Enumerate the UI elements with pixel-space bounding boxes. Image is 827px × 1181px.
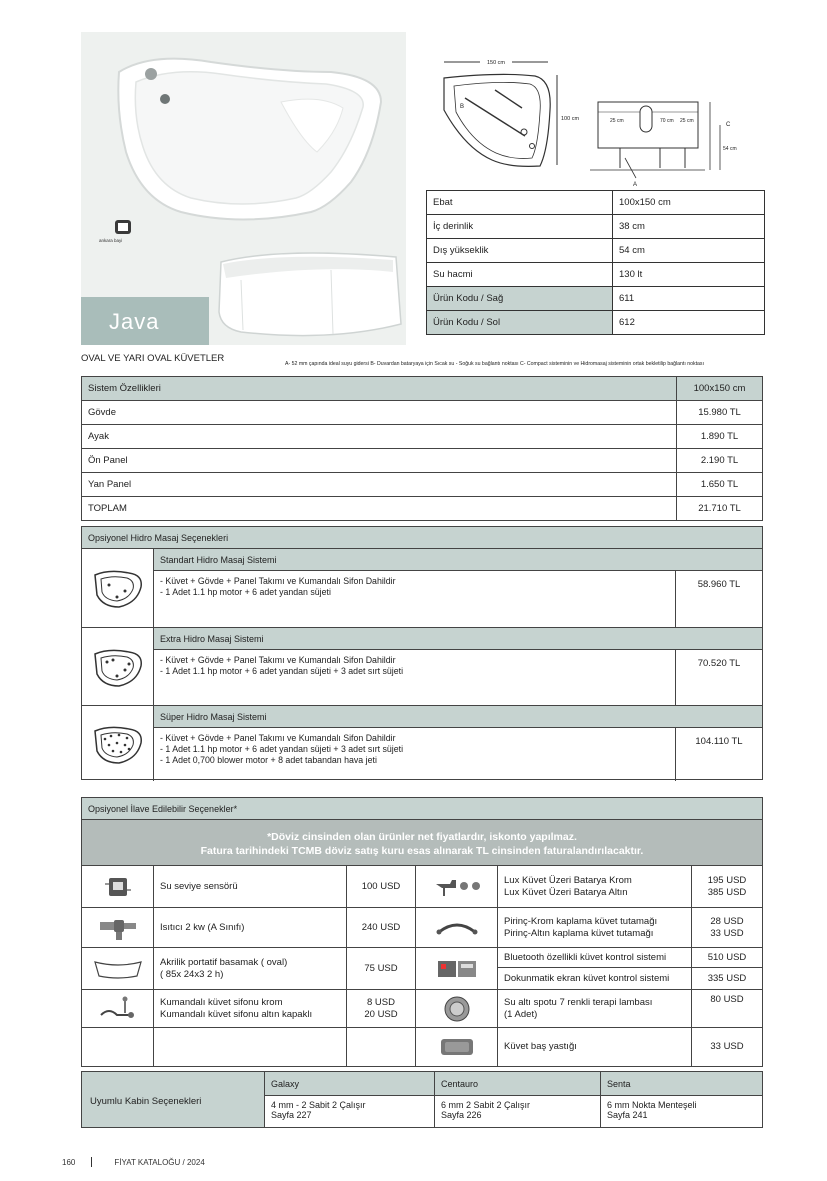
- cabin-label: Uyumlu Kabin Seçenekleri: [82, 1072, 265, 1127]
- acc-price-group: [692, 908, 762, 948]
- acc-label: Küvet baş yastığı: [498, 1028, 692, 1066]
- level-sensor-image: [82, 866, 154, 908]
- cabin-senta: [601, 1072, 762, 1127]
- heater-image: [82, 908, 154, 948]
- cabin-centauro: [435, 1072, 601, 1127]
- cabin-options: [81, 1071, 763, 1128]
- spec-row: [427, 239, 765, 263]
- desc-line: - Küvet + Gövde + Panel Takımı ve Kumandalı Sifon Dahildir: [160, 576, 396, 586]
- acc-price: 510 USD: [692, 948, 762, 968]
- mark-b: B: [460, 104, 465, 110]
- spec-value: 611: [613, 287, 765, 311]
- page-number: 160: [62, 1158, 76, 1167]
- product-name-box: [81, 297, 209, 345]
- acc-price: 33 USD: [710, 1041, 744, 1052]
- hydro-super-price: 104.110 TL: [695, 736, 743, 747]
- side-label-4: 54 cm: [723, 146, 737, 152]
- spec-value: 54 cm: [613, 239, 765, 263]
- acc-price: 100 USD: [347, 866, 416, 908]
- acc-label: (1 Adet): [504, 1008, 538, 1020]
- acc-price-group: [347, 990, 416, 1028]
- hydro-super-image: [82, 706, 154, 781]
- spec-value: 612: [613, 311, 765, 335]
- hydro-extra-price: 70.520 TL: [697, 658, 741, 669]
- acc-price: 195 USD: [707, 874, 747, 886]
- row-price: 1.890 TL: [677, 425, 763, 449]
- system-header-size: 100x150 cm: [677, 377, 763, 401]
- spec-label: Ürün Kodu / Sağ: [427, 287, 613, 311]
- row-price: 21.710 TL: [677, 497, 763, 521]
- hydro-super-title: Süper Hidro Masaj Sistemi: [154, 706, 762, 728]
- empty-cell: [347, 1028, 416, 1066]
- row-label: TOPLAM: [82, 497, 677, 521]
- system-header-label: Sistem Özellikleri: [82, 377, 677, 401]
- acc-label-group: [154, 948, 347, 990]
- note-line: *Döviz cinsinden olan ürünler net fiyatlardır, iskonto yapılmaz.: [267, 831, 577, 843]
- mark-c: C: [726, 122, 731, 128]
- hydro-massage-section: [81, 526, 763, 780]
- cabin-line: 6 mm Nokta Menteşeli: [607, 1100, 697, 1110]
- desc-line: - 1 Adet 0,700 blower motor + 8 adet tabandan hava jeti: [160, 755, 377, 765]
- acc-label: Akrilik portatif basamak ( oval): [160, 956, 288, 968]
- empty-cell: [82, 1028, 154, 1066]
- spec-table: [426, 190, 765, 335]
- connection-legend: A- 52 mm çapında ideal suyu gidersi B- Duvardan bataryaya için Sıcak su - Soğuk su bağlantı noktası C- Compact sisteminin ve Hidromasaj sisteminin ortak bekletilip bağlantı noktası: [285, 361, 704, 367]
- cabin-page: Sayfa 226: [441, 1110, 482, 1120]
- row-label: Gövde: [82, 401, 677, 425]
- grab-handle-image: [416, 908, 498, 948]
- system-header-row: [82, 377, 763, 401]
- acc-label: Bluetooth özellikli küvet kontrol sistemi: [498, 948, 692, 968]
- empty-cell: [154, 1028, 347, 1066]
- hydro-standard-title: Standart Hidro Masaj Sistemi: [154, 549, 762, 571]
- spec-row: [427, 311, 765, 335]
- cabin-detail: [601, 1096, 762, 1124]
- hydro-extra-image: [82, 628, 154, 705]
- spec-value: 130 lt: [613, 263, 765, 287]
- row-price: 2.190 TL: [677, 449, 763, 473]
- currency-note: [82, 820, 762, 866]
- acc-label: Lux Küvet Üzeri Batarya Altın: [504, 886, 628, 898]
- hydro-standard-desc: [154, 571, 676, 627]
- acc-label-group: [498, 908, 692, 948]
- hydro-option-super: [82, 705, 762, 781]
- footer-divider: [91, 1157, 92, 1167]
- acc-label-group: [498, 866, 692, 908]
- acc-label: Su altı spotu 7 renkli terapi lambası: [504, 996, 653, 1008]
- section-subtitle: OVAL VE YARI OVAL KÜVETLER: [81, 353, 225, 364]
- brand-logo: [115, 220, 131, 234]
- headrest-image: [416, 1028, 498, 1066]
- spec-label: Ürün Kodu / Sol: [427, 311, 613, 335]
- cabin-page: Sayfa 241: [607, 1110, 648, 1120]
- table-row: [82, 449, 763, 473]
- hydro-option-extra: [82, 627, 762, 705]
- desc-line: - Küvet + Gövde + Panel Takımı ve Kumandalı Sifon Dahildir: [160, 733, 396, 743]
- row-price: 15.980 TL: [677, 401, 763, 425]
- side-label-2: 70 cm: [660, 118, 674, 124]
- row-label: Ayak: [82, 425, 677, 449]
- row-label: Yan Panel: [82, 473, 677, 497]
- mark-a: A: [633, 182, 638, 188]
- acc-label: ( 85x 24x3 2 h): [160, 968, 224, 980]
- hydro-option-standard: [82, 549, 762, 627]
- acc-price: 33 USD: [710, 927, 744, 939]
- table-row: [82, 497, 763, 521]
- row-price: 1.650 TL: [677, 473, 763, 497]
- hydro-extra-title: Extra Hidro Masaj Sistemi: [154, 628, 762, 650]
- acc-label: Dokunmatik ekran küvet kontrol sistemi: [498, 968, 692, 990]
- technical-drawing: [430, 50, 770, 188]
- cabin-line: 4 mm - 2 Sabit 2 Çalışır: [271, 1100, 366, 1110]
- height-label: 100 cm: [561, 116, 580, 122]
- hydro-standard-image: [82, 549, 154, 627]
- acc-price: 20 USD: [364, 1008, 398, 1020]
- width-label: 150 cm: [486, 60, 506, 66]
- spec-row: [427, 191, 765, 215]
- cabin-galaxy: [265, 1072, 435, 1127]
- acc-label: Kumandalı küvet sifonu krom: [160, 996, 283, 1008]
- acc-label: Pirinç-Altın kaplama küvet tutamağı: [504, 927, 654, 939]
- acc-price: 8 USD: [367, 996, 395, 1008]
- acc-label: Lux Küvet Üzeri Batarya Krom: [504, 874, 632, 886]
- acc-label: Pirinç-Krom kaplama küvet tutamağı: [504, 915, 658, 927]
- spec-row: [427, 263, 765, 287]
- acc-price: 75 USD: [347, 948, 416, 990]
- spec-label: Dış yükseklik: [427, 239, 613, 263]
- note-line: Fatura tarihindeki TCMB döviz satış kuru esas alınarak TL cinsinden faturalandırılacaktır.: [200, 845, 644, 857]
- hydro-standard-price: 58.960 TL: [697, 579, 741, 590]
- acc-price: 80 USD: [692, 990, 762, 1028]
- desc-line: - 1 Adet 1.1 hp motor + 6 adet yandan süjeti: [160, 587, 331, 597]
- hydro-extra-desc: [154, 650, 676, 705]
- acc-label: Su seviye sensörü: [154, 866, 347, 908]
- hydro-super-desc: [154, 728, 676, 781]
- spec-label: Su hacmi: [427, 263, 613, 287]
- side-label-3: 25 cm: [680, 118, 694, 124]
- drain-siphon-image: [82, 990, 154, 1028]
- cabin-detail: [435, 1096, 600, 1124]
- table-row: [82, 401, 763, 425]
- spec-row: [427, 215, 765, 239]
- acc-label: Kumandalı küvet sifonu altın kapaklı: [160, 1008, 313, 1020]
- step-image: [82, 948, 154, 990]
- spec-value: 100x150 cm: [613, 191, 765, 215]
- acc-label-group: [154, 990, 347, 1028]
- product-name: Java: [109, 309, 160, 334]
- cabin-name: Senta: [601, 1072, 762, 1096]
- acc-price: 240 USD: [347, 908, 416, 948]
- underwater-light-image: [416, 990, 498, 1028]
- faucet-image: [416, 866, 498, 908]
- spec-label: Ebat: [427, 191, 613, 215]
- page-footer: [62, 1157, 205, 1167]
- accessories-header: Opsiyonel İlave Edilebilir Seçenekler*: [82, 798, 762, 820]
- acc-price: 28 USD: [710, 915, 744, 927]
- acc-label-group: [498, 990, 692, 1028]
- side-label-1: 25 cm: [610, 118, 624, 124]
- catalog-title: FİYAT KATALOĞU / 2024: [114, 1158, 205, 1167]
- logo-text: ankara bayi: [99, 238, 123, 243]
- desc-line: - 1 Adet 1.1 hp motor + 6 adet yandan süjeti + 3 adet sırt süjeti: [160, 744, 404, 754]
- hydro-header: Opsiyonel Hidro Masaj Seçenekleri: [82, 527, 762, 549]
- cabin-name: Galaxy: [265, 1072, 434, 1096]
- acc-price: 385 USD: [707, 886, 747, 898]
- desc-line: - 1 Adet 1.1 hp motor + 6 adet yandan süjeti + 3 adet sırt süjeti: [160, 666, 404, 676]
- table-row: [82, 425, 763, 449]
- table-row: [82, 473, 763, 497]
- acc-label: Isıtıcı 2 kw (A Sınıfı): [154, 908, 347, 948]
- cabin-page: Sayfa 227: [271, 1110, 312, 1120]
- acc-price-group: [692, 866, 762, 908]
- row-label: Ön Panel: [82, 449, 677, 473]
- cabin-detail: [265, 1096, 434, 1124]
- system-price-table: [81, 376, 763, 521]
- desc-line: - Küvet + Gövde + Panel Takımı ve Kumandalı Sifon Dahildir: [160, 655, 396, 665]
- cabin-line: 6 mm 2 Sabit 2 Çalışır: [441, 1100, 531, 1110]
- accessories-section: [81, 797, 763, 1067]
- spec-row: [427, 287, 765, 311]
- cabin-name: Centauro: [435, 1072, 600, 1096]
- spec-value: 38 cm: [613, 215, 765, 239]
- spec-label: İç derinlik: [427, 215, 613, 239]
- product-photo: [81, 32, 406, 345]
- acc-price: 335 USD: [692, 968, 762, 990]
- control-panel-image: [416, 948, 498, 990]
